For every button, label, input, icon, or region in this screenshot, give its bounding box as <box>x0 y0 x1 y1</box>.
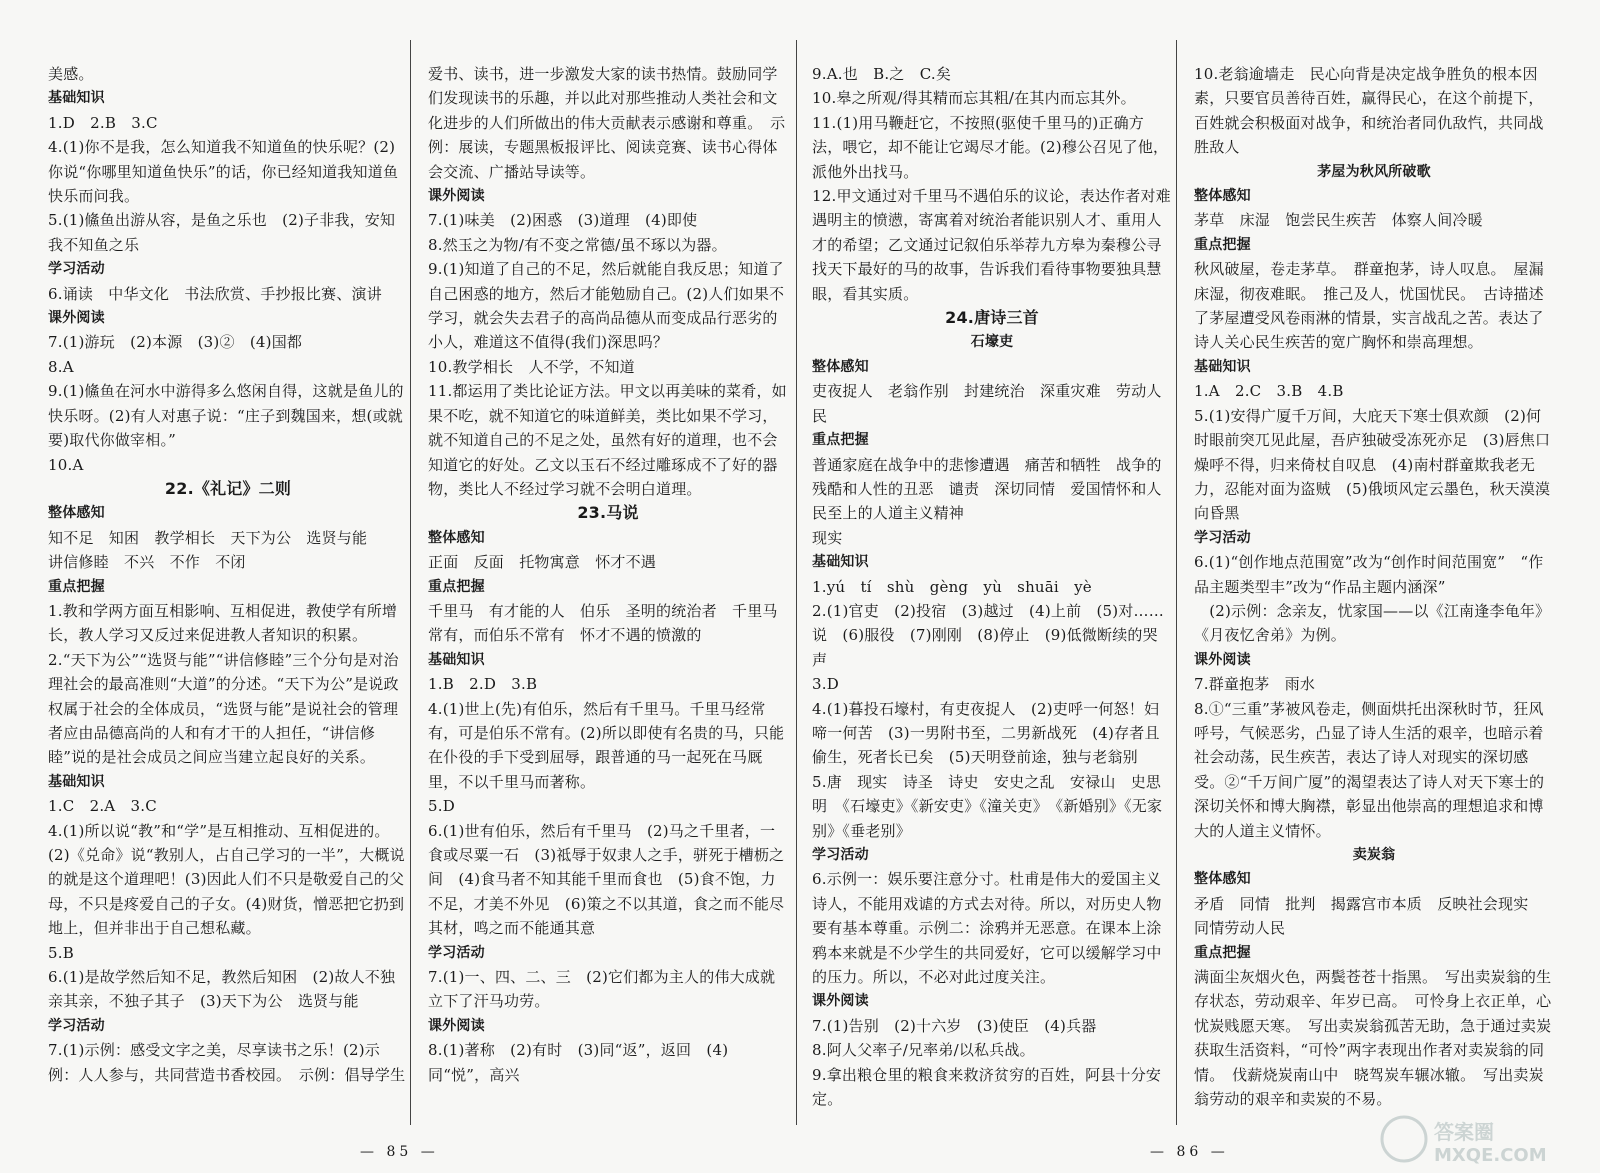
answer-line: 11.(1)用马鞭赶它，不按照(驱使千里马的)正确方法，喂它，却不能让它竭尽才能。(2)穆公召见了他，派他外出找马。 <box>812 113 1169 181</box>
section-heading: 基础知识 <box>812 554 869 571</box>
answer-line: 6.示例一：娱乐要注意分寸。杜甫是伟大的爱国主义诗人，不能用戏谑的方式去对待。所以，对历史人物要有基本尊重。示例二：涂鸦并无恶意。在课本上涂鸦本来就是不少学生的共同爱好，它可以缓解学习中的压力。所以，不必对此过度关注。 <box>812 870 1162 987</box>
section-heading: 课外阅读 <box>48 310 105 327</box>
answer-line: 正面 反面 托物寓意 怀才不遇 <box>428 553 657 572</box>
answer-line: 10.A <box>48 455 84 474</box>
answer-line: 7.(1)示例：感受文字之美，尽享读书之乐！(2)示例：人人参与，共同营造书香校园。 示例：倡导学生 <box>48 1041 406 1084</box>
answer-line: 千里马 有才能的人 伯乐 圣明的统治者 千里马常有，而伯乐不常有 怀才不遇的愤激的 <box>428 601 778 645</box>
poem-title: 茅屋为秋风所破歌 <box>1317 163 1431 180</box>
section-heading: 课外阅读 <box>428 188 485 205</box>
section-heading: 重点把握 <box>1194 944 1251 961</box>
answer-line: 11.都运用了类比论证方法。甲文以再美味的菜肴，如果不吃，就不知道它的味道鲜美，类比如果不学习，就不知道自己的不足之处，虽然有好的道理，也不会知道它的好处。乙文以玉石不经过雕琢成不了好的器物，类比人不经过学习就不会明白道理。 <box>428 382 787 498</box>
answer-line: 8.然玉之为物/有不变之常德/虽不琢以为器。 <box>428 235 727 254</box>
answer-line: 5.(1)安得广厦千万间，大庇天下寒士俱欢颜 (2)何时眼前突兀见此屋，吾庐独破受冻死亦足 (3)唇焦口燥呼不得，归来倚杖自叹息 (4)南村群童欺我老无力，忍能对面为盗贼 (5)俄顷风定云墨色，秋天漠漠向昏黑 <box>1194 406 1551 523</box>
answer-line: 8.(1)著称 (2)有时 (3)同“返”，返回 (4)同“悦”，高兴 <box>428 1041 729 1084</box>
answer-line: 美感。 <box>48 65 94 83</box>
answer-line: 5.唐 现实 诗圣 诗史 安史之乱 安禄山 史思明 《石壕吏》《新安吏》《潼关吏》 《新婚别》《无家别》《垂老别》 <box>812 772 1163 840</box>
section-heading: 学习活动 <box>48 1017 105 1034</box>
answer-line: 秋风破屋，卷走茅草。 群童抱茅，诗人叹息。 屋漏床湿，彻夜难眠。 推己及人，忧国忧民。 古诗描述了茅屋遭受风卷雨淋的情景，实言战乱之苦。表达了诗人关心民生疾苦的宽广胸怀和崇高理想。 <box>1194 260 1544 352</box>
answer-line: 7.(1)味美 (2)困惑 (3)道理 (4)即使 <box>428 211 698 230</box>
answer-line: 1.B 2.D 3.B <box>428 675 538 694</box>
answer-line: 4.(1)你不是我，怎么知道我不知道鱼的快乐呢？(2)你说“你哪里知道鱼快乐”的话，你已经知道我知道鱼快乐而问我。 <box>48 138 399 206</box>
answer-line: 7.(1)一、四、二、三 (2)它们都为主人的伟大成就立下了汗马功劳。 <box>428 968 776 1011</box>
answer-line: 现实 <box>812 528 843 547</box>
answer-line: 6.(1)“创作地点范围宽”改为“创作时间范围宽” “作品主题类型丰”改为“作品主题内涵深” <box>1194 553 1544 596</box>
answer-line: 1.C 2.A 3.C <box>48 797 157 816</box>
page-number-left: — 85 — <box>360 1144 439 1160</box>
answer-line: 茅草 床湿 饱尝民生疾苦 体察人间冷暖 <box>1194 211 1483 230</box>
answer-line: (2)示例：念亲友，忧家国——以《江南逢李龟年》《月夜忆舍弟》为例。 <box>1194 601 1551 645</box>
right-page <box>800 0 1600 1173</box>
section-heading: 重点把握 <box>48 578 105 595</box>
answer-line: 1.A 2.C 3.B 4.B <box>1194 382 1344 401</box>
answer-line: 4.(1)世上(先)有伯乐，然后有千里马。千里马经常有，可是伯乐不常有。(2)所以即使有名贵的马，只能在仆役的手下受到屈辱，跟普通的马一起死在马厩里，不以千里马而著称。 <box>428 699 785 791</box>
answer-line: 5.B <box>48 943 74 962</box>
answer-line: 满面尘灰烟火色，两鬓苍苍十指黑。 写出卖炭翁的生存状态，劳动艰辛、年岁已高。 可怜身上衣正单，心忧炭贱愿天寒。 写出卖炭翁孤苦无助，急于通过卖炭获取生活资料，“可怜”两字表现出作者对卖炭翁的同情。 伐薪烧炭南山中 晓驾炭车辗冰辙。 写出卖炭翁劳动的艰辛和卖炭的不易。 <box>1194 968 1552 1109</box>
answer-line: 2.(1)官吏 (2)投宿 (3)越过 (4)上前 (5)对……说 (6)服役 (7)刚刚 (8)停止 (9)低微断续的哭声 <box>812 601 1164 669</box>
lesson-title: 22.《礼记》二则 <box>164 478 292 498</box>
answer-line: 知不足 知困 教学相长 天下为公 选贤与能 <box>48 528 368 547</box>
section-heading: 整体感知 <box>1194 871 1251 888</box>
section-heading: 课外阅读 <box>428 1017 485 1034</box>
answer-line: 12.甲文通过对千里马不遇伯乐的议论，表达作者对难遇明主的愤懑，寄寓着对统治者能识别人才、重用人才的希望；乙文通过记叙伯乐举荐九方皋为秦穆公寻找天下最好的马的故事，告诉我们看待事物要独具慧眼，看其实质。 <box>812 187 1171 303</box>
answer-line: 1.yú tí shù gèng yù shuāi yè <box>812 577 1092 596</box>
section-heading: 学习活动 <box>48 261 105 278</box>
section-heading: 基础知识 <box>428 651 485 668</box>
page-number-right: — 86 — <box>1150 1144 1229 1160</box>
section-heading: 课外阅读 <box>812 993 869 1010</box>
answer-line: 10.皋之所观/得其精而忘其粗/在其内而忘其外。 <box>812 89 1136 108</box>
answer-line: 9.A.也 B.之 C.矣 <box>812 65 952 83</box>
answer-line: 8.A <box>48 357 74 376</box>
answer-column-3 <box>812 62 1172 1111</box>
answer-column-1 <box>48 62 408 1087</box>
answer-line: 3.D <box>812 675 839 694</box>
answer-line: 8.①“三重”茅被风卷走，侧面烘托出深秋时节，狂风呼号，气候恶劣，凸显了诗人生活的艰辛，也暗示着社会动荡，民生疾苦，表达了诗人对现实的深切感受。②“千万间广厦”的渴望表达了诗人对天下寒士的深切关怀和博大胸襟，彰显出他崇高的理想追求和博大的人道主义情怀。 <box>1194 699 1545 840</box>
answer-line: 2.“天下为公”“选贤与能”“讲信修睦”三个分句是对治理社会的最高准则“大道”的分述。“天下为公”是说政权属于社会的全体成员，“选贤与能”是说社会的管理者应由品德高尚的人和有才干的人担任，“讲信修睦”说的是社会成员之间应当建立起良好的关系。 <box>48 650 399 767</box>
lesson-title: 23.马说 <box>577 503 639 523</box>
section-heading: 整体感知 <box>48 505 105 522</box>
section-heading: 重点把握 <box>812 432 869 449</box>
answer-line: 矛盾 同情 批判 揭露宫市本质 反映社会现实 同情劳动人民 <box>1194 894 1544 938</box>
answer-line: 4.(1)暮投石壕村，有吏夜捉人 (2)吏呼一何怒！妇啼一何苦 (3)一男附书至，二男新战死 (4)存者且偷生，死者长已矣 (5)天明登前途，独与老翁别 <box>812 699 1160 767</box>
section-heading: 整体感知 <box>428 529 485 546</box>
section-heading: 基础知识 <box>48 773 105 790</box>
svg-text:MXQE.COM: MXQE.COM <box>1434 1145 1547 1166</box>
section-heading: 学习活动 <box>428 944 485 961</box>
answer-line: 7.(1)告别 (2)十六岁 (3)使臣 (4)兵器 <box>812 1016 1097 1035</box>
answer-line: 9.(1)知道了自己的不足，然后就能自我反思；知道了自己困惑的地方，然后才能勉励自己。(2)人们如果不学习，就会失去君子的高尚品德从而变成品行恶劣的小人，难道这不值得(我们)深思吗？ <box>428 260 785 352</box>
answer-column-4 <box>1194 62 1554 1111</box>
answer-line: 7.(1)游玩 (2)本源 (3)② (4)国都 <box>48 333 303 352</box>
watermark-icon <box>1378 1113 1588 1167</box>
answer-line: 1.教和学两方面互相影响、互相促进，教使学有所增长，教人学习又反过来促进教人者知识的积累。 <box>48 601 398 645</box>
answer-line: 6.诵读 中华文化 书法欣赏、手抄报比赛、演讲 <box>48 284 382 303</box>
lesson-title: 24.唐诗三首 <box>945 308 1039 328</box>
answer-line: 爱书、读书，进一步激发大家的读书热情。鼓励同学们发现读书的乐趣，并以此对那些推动人类社会和文化进步的人们所做出的伟大贡献表示感谢和尊重。 示例：展读，专题黑板报评比、阅读竞赛、读书心得体会交流、广播站导读等。 <box>428 65 786 181</box>
column-divider <box>1176 40 1177 1125</box>
answer-line: 5.(1)鯈鱼出游从容，是鱼之乐也 (2)子非我，安知我不知鱼之乐 <box>48 211 396 254</box>
section-heading: 学习活动 <box>812 847 869 863</box>
section-heading: 基础知识 <box>1194 358 1251 375</box>
svg-text:答案圈: 答案圈 <box>1434 1120 1494 1144</box>
section-heading: 重点把握 <box>1194 236 1251 253</box>
answer-line: 讲信修睦 不兴 不作 不闭 <box>48 553 246 572</box>
answer-line: 5.D <box>428 797 455 816</box>
section-heading: 学习活动 <box>1194 529 1251 546</box>
poem-title: 卖炭翁 <box>1352 847 1396 863</box>
section-heading: 重点把握 <box>428 578 485 595</box>
answer-line: 1.D 2.B 3.C <box>48 113 158 132</box>
answer-line: 普通家庭在战争中的悲惨遭遇 痛苦和牺牲 战争的残酷和人性的丑恶 谴责 深切同情 爱国情怀和人民至上的人道主义精神 <box>812 455 1162 523</box>
answer-line: 10.老翁逾墙走 民心向背是决定战争胜负的根本因素，只要官员善待百姓，赢得民心，在这个前提下，百姓就会积极面对战争，和统治者同仇敌忾，共同战胜敌人 <box>1194 65 1544 157</box>
watermark-logo <box>1378 1113 1588 1167</box>
poem-title: 石壕吏 <box>970 334 1014 351</box>
section-heading: 整体感知 <box>812 358 869 375</box>
answer-column-2 <box>428 62 788 1087</box>
answer-line: 6.(1)世有伯乐，然后有千里马 (2)马之千里者，一食或尽粟一石 (3)祗辱于奴隶人之手，骈死于槽枥之间 (4)食马者不知其能千里而食也 (5)食不饱，力不足，才美不外见 (6)策之不以其道，食之而不能尽其材，鸣之而不能通其意 <box>428 821 785 938</box>
answer-line: 吏夜捉人 老翁作别 封建统治 深重灾难 劳动人民 <box>812 382 1162 425</box>
column-divider <box>410 40 411 1125</box>
answer-line: 9.拿出粮仓里的粮食来救济贫穷的百姓，阿县十分安定。 <box>812 1065 1162 1109</box>
answer-line: 8.阿人父率子/兄率弟/以私兵战。 <box>812 1041 1035 1060</box>
answer-line: 7.群童抱茅 雨水 <box>1194 675 1316 694</box>
section-heading: 基础知识 <box>48 90 105 107</box>
answer-line: 4.(1)所以说“教”和“学”是互相推动、互相促进的。(2)《兑命》说“教别人，占自己学习的一半”，大概说的就是这个道理吧！(3)因此人们不只是敬爱自己的父母，不只是疼爱自己的子女。(4)财货，憎恶把它扔到地上，但并非出于自己想私藏。 <box>48 821 405 938</box>
section-heading: 课外阅读 <box>1194 651 1251 668</box>
answer-line: 10.教学相长 人不学，不知道 <box>428 357 635 376</box>
answer-line: 6.(1)是故学然后知不足，教然后知困 (2)故人不独亲其亲，不独子其子 (3)天下为公 选贤与能 <box>48 968 396 1011</box>
answer-line: 9.(1)鯈鱼在河水中游得多么悠闲自得，这就是鱼儿的快乐呀。(2)有人对惠子说：“庄子到魏国来，想(或就要)取代你做宰相。” <box>48 382 404 450</box>
section-heading: 整体感知 <box>1194 188 1251 205</box>
page-gutter <box>796 40 797 1125</box>
